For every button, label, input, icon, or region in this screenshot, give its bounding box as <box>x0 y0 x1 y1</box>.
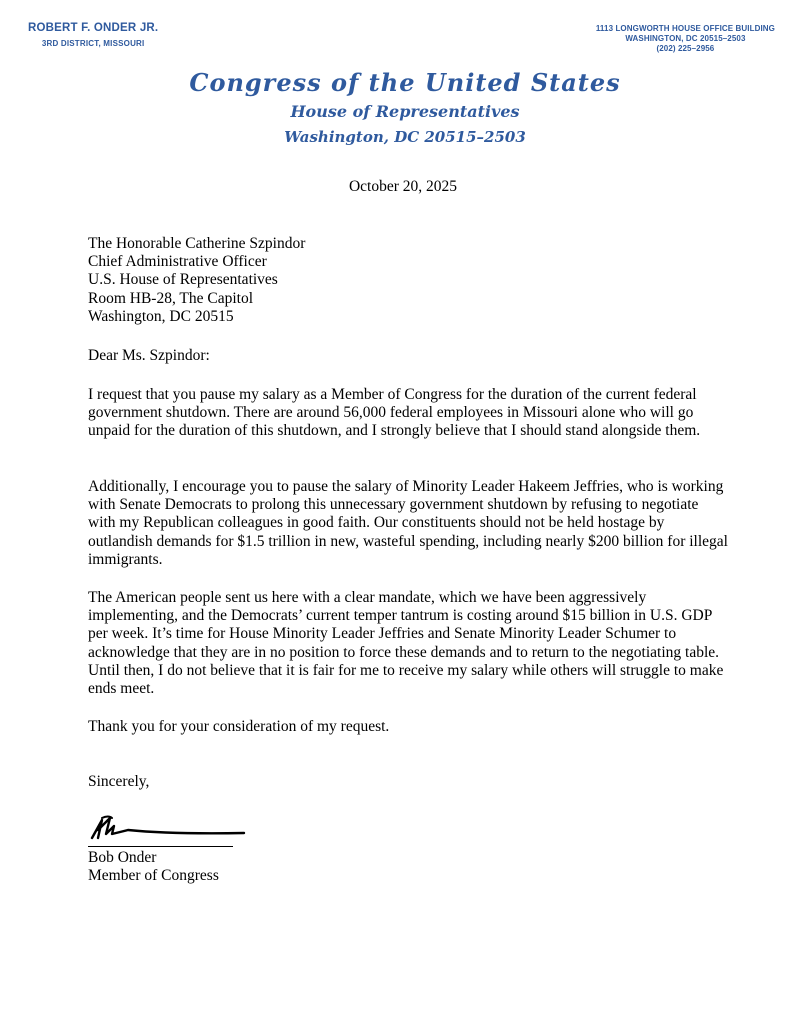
recipient-line: Washington, DC 20515 <box>88 307 234 325</box>
member-district: 3RD DISTRICT, MISSOURI <box>41 39 145 48</box>
paragraph-2: Additionally, I encourage you to pause the salary of Minority Leader Hakeem Jeffries, who is working with Senate Democrats to prolong this unnecessary government shutdown by refusing to negotiate with my Republican colleagues in good faith. Our constituents should not be held hostage by outlandish demands for $1.5 trillion in new, wasteful spending, including nearly $200 billion for illegal immigrants. <box>88 478 728 568</box>
office-phone: (202) 225–2956 <box>656 44 715 53</box>
paragraph-1: I request that you pause my salary as a Member of Congress for the duration of the current federal government shutdown. There are around 56,000 federal employees in Missouri alone who will go unpaid for the duration of this shutdown, and I strongly believe that I should stand alongside them. <box>88 386 701 440</box>
recipient-address <box>88 235 728 326</box>
recipient-line: The Honorable Catherine Szpindor <box>88 235 306 252</box>
masthead-city: Washington, DC 20515–2503 <box>284 128 526 146</box>
recipient-line: Chief Administrative Officer <box>88 253 267 271</box>
letter-date: October 20, 2025 <box>348 178 458 195</box>
signature-line <box>88 846 233 847</box>
recipient-line: U.S. House of Representatives <box>88 271 278 289</box>
masthead-congress: Congress of the United States <box>189 68 621 97</box>
signer-title: Member of Congress <box>88 867 219 885</box>
paragraph-3: The American people sent us here with a clear mandate, which we have been aggressively implementing, and the Democrats’ current temper tantrum is costing around $15 billion in U.S. GDP per week. It’s time for House Minority Leader Jeffries and Senate Minority Leader Schumer to acknowledge that they are in no position to force these demands and to return to the negotiating table. Until then, I do not believe that it is fair for me to receive my salary while others will struggle to make ends meet. <box>88 589 724 698</box>
signer-block <box>88 849 728 885</box>
thanks-line: Thank you for your consideration of my request. <box>88 718 390 735</box>
member-name: ROBERT F. ONDER JR. <box>28 22 159 34</box>
signer-name: Bob Onder <box>88 849 157 866</box>
closing: Sincerely, <box>88 773 150 790</box>
masthead-house: House of Representatives <box>290 102 520 121</box>
recipient-line: Room HB-28, The Capitol <box>88 289 254 307</box>
letterhead-office-block <box>596 24 775 54</box>
office-address-line2: WASHINGTON, DC 20515–2503 <box>625 34 746 43</box>
office-address-line1: 1113 LONGWORTH HOUSE OFFICE BUILDING <box>595 24 775 33</box>
masthead <box>0 68 810 148</box>
salutation: Dear Ms. Szpindor: <box>88 347 210 364</box>
letterhead-member-block <box>28 22 158 48</box>
